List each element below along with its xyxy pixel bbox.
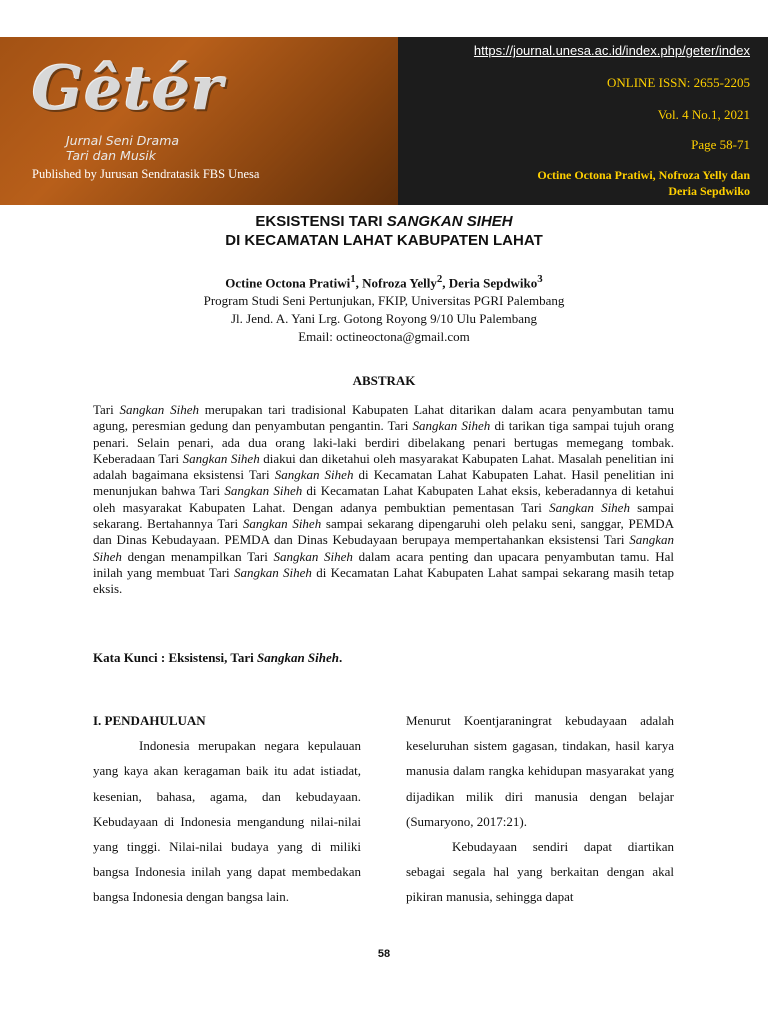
author-block <box>0 270 768 346</box>
author-names: Octine Octona Pratiwi$^1$, Nofroza Yelly$^2$, Deria Sepdwiko$^3$ <box>225 273 543 291</box>
abstract-heading: ABSTRAK <box>352 373 416 388</box>
paper-title: EKSISTENSI TARI SANGKAN SIHEH DI KECAMATAN LAHAT KABUPATEN LAHAT <box>225 213 543 249</box>
page-number: 58 <box>377 948 391 960</box>
volume-issue: Vol. 4 No.1, 2021 <box>657 107 750 122</box>
affiliation: Program Studi Seni Pertunjukan, FKIP, Universitas PGRI Palembang <box>203 293 565 309</box>
journal-logo-subtitle: Jurnal Seni Drama Tari dan Musik <box>66 133 180 163</box>
abstract-text: Tari Sangkan Siheh merupakan tari tradisional Kabupaten Lahat ditarikan dalam acara penyambutan tamu agung, peresmian gedung dan penyambutan pengantin. Tari Sangkan Siheh di tarikan tiga sampai tujuh orang penari. Selain penari, ada dua orang laki-laki berdiri dibelakang penari bertugas memegang tombak. Keberadaan Tari Sangkan Siheh diakui dan diketahui oleh masyarakat Kabupaten Lahat. Masalah penelitian ini adalah bagaimana eksistensi Tari Sangkan Siheh di Kecamatan Lahat Kabupaten Lahat. Hasil penelitian ini menunjukan bahwa Tari Sangkan Siheh di Kecamatan Lahat Kabupaten Lahat eksis, keberadannya di ketahui oleh masyarakat Kabupaten Lahat. Dengan adanya pembuktian pementasan Tari Sangkan Siheh sampai sekarang. Bertahannya Tari Sangkan Siheh sampai sekarang dipengaruhi oleh pelaku seni, sanggar, PEMDA dan Dinas Kebudayaan. PEMDA dan Dinas Kebudayaan berupaya mempertahankan eksistensi Tari Sangkan Siheh dengan menampilkan Tari Sangkan Siheh dalam acara penting dan upacara penyambutan tamu. Hal inilah yang membuat Tari Sangkan Siheh di Kecamatan Lahat Kabupaten Lahat sampai sekarang masih tetap eksis. <box>93 402 675 597</box>
keywords: Kata Kunci : Eksistensi, Tari Sangkan Siheh. <box>93 650 343 665</box>
body-paragraph: Menurut Koentjaraningrat kebudayaan adalah keseluruhan sistem gagasan, tindakan, hasil karya manusia dalam rangka kehidupan masyarakat yang dijadikan milik diri manusia dengan belajar (Sumaryono, 2017:21). <box>406 713 674 829</box>
publisher-line: Published by Jurusan Sendratasik FBS Unesa <box>32 167 260 181</box>
body-paragraph: Kebudayaan sendiri dapat diartikan sebagai segala hal yang berkaitan dengan akal pikiran manusia, sehingga dapat <box>406 839 674 905</box>
body-column-left <box>93 708 361 910</box>
journal-header <box>0 37 768 205</box>
address: Jl. Jend. A. Yani Lrg. Gotong Royong 9/10 Ulu Palembang <box>231 311 537 327</box>
issn: ONLINE ISSN: 2655-2205 <box>607 75 750 90</box>
journal-logo-panel <box>0 37 398 205</box>
journal-url-link[interactable]: https://journal.unesa.ac.id/index.php/geter/index <box>473 43 750 58</box>
body-column-right <box>406 708 674 910</box>
section-heading: I. PENDAHULUAN <box>93 713 206 728</box>
email: Email: octineoctona@gmail.com <box>298 329 470 345</box>
header-authors: Octine Octona Pratiwi, Nofroza Yelly dan Deria Sepdwiko <box>537 168 750 198</box>
journal-logo: Gêtér <box>32 54 224 124</box>
page-range: Page 58-71 <box>691 137 750 152</box>
body-paragraph: Indonesia merupakan negara kepulauan yang kaya akan keragaman baik itu adat istiadat, kesenian, bahasa, agama, dan kebudayaan. Kebudayaan di Indonesia mengandung nilai-nilai yang tinggi. Nilai-nilai budaya yang di miliki bangsa Indonesia inilah yang dapat membedakan bangsa Indonesia dengan bangsa lain. <box>93 738 361 905</box>
